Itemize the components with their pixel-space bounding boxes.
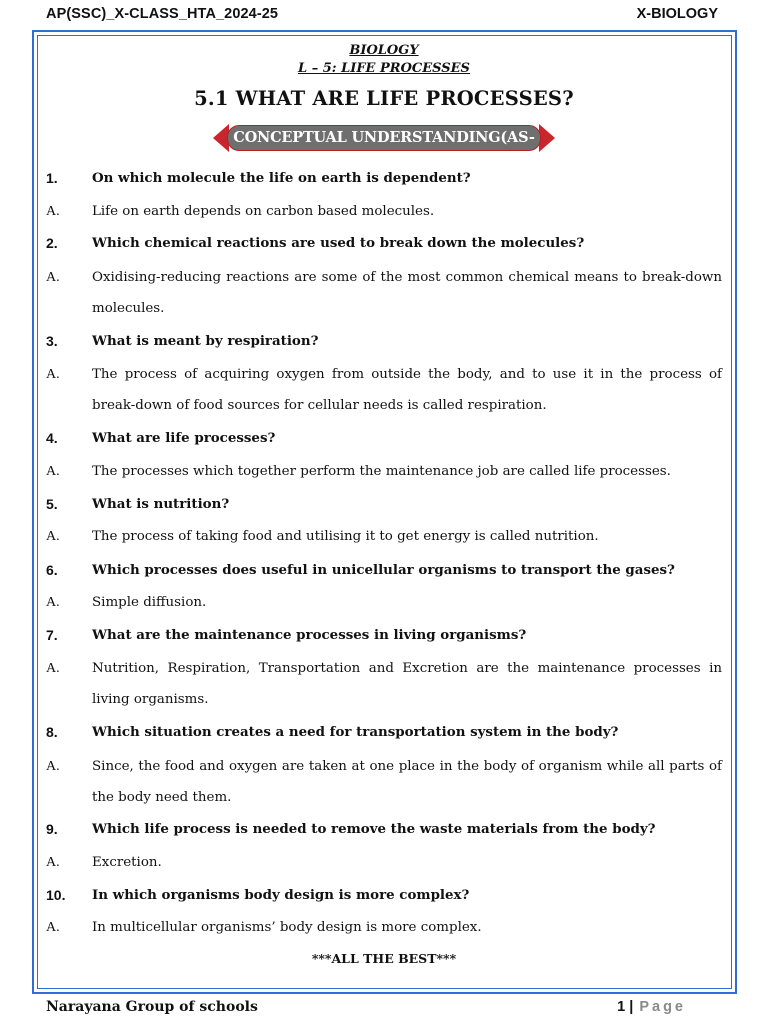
section-title: 5.1 WHAT ARE LIFE PROCESSES? (194, 87, 574, 110)
answer-label: A. (46, 529, 60, 544)
question-text: Which situation creates a need for transportation system in the body? (92, 724, 619, 740)
subject-heading: BIOLOGY (349, 43, 419, 58)
question-number: 5. (46, 496, 58, 512)
answer-label: A. (46, 204, 60, 219)
answer-label: A. (46, 759, 60, 774)
question-number: 8. (46, 724, 58, 740)
answer-text: The process of taking food and utilising it to get energy is called nutrition. (92, 529, 599, 544)
question-text: In which organisms body design is more complex? (92, 887, 470, 903)
answer-text: Excretion. (92, 855, 162, 870)
section-banner (213, 124, 555, 169)
question-text: What is meant by respiration? (92, 333, 319, 349)
header-subject: X-BIOLOGY (636, 6, 718, 22)
page-label: Page (639, 999, 686, 1015)
answer-text: Oxidising-reducing reactions are some of the most common chemical means to break-down molecules. (92, 270, 722, 316)
answer-text: The process of acquiring oxygen from outside the body, and to use it in the process of break-down of food sources for cellular needs is called respiration. (92, 367, 722, 413)
question-number: 6. (46, 562, 58, 578)
page-separator: | (629, 999, 634, 1015)
answer-text: In multicellular organisms’ body design is more complex. (92, 920, 482, 935)
question-text: Which processes does useful in unicellular organisms to transport the gases? (92, 562, 675, 578)
answer-text: Simple diffusion. (92, 595, 207, 610)
footer-school-name: Narayana Group of schools (46, 999, 258, 1015)
answer-label: A. (46, 661, 60, 676)
answer-text: Life on earth depends on carbon based molecules. (92, 204, 435, 219)
question-text: Which life process is needed to remove the waste materials from the body? (92, 821, 656, 837)
question-number: 1. (46, 170, 58, 186)
question-text: What are the maintenance processes in living organisms? (92, 627, 527, 643)
answer-label: A. (46, 855, 60, 870)
question-number: 9. (46, 821, 58, 837)
page-header (0, 0, 768, 30)
question-text: What is nutrition? (92, 496, 230, 512)
banner-label: CONCEPTUAL UNDERSTANDING(AS-1) (227, 125, 541, 151)
page-number: 1 (617, 999, 626, 1015)
question-number: 3. (46, 333, 58, 349)
question-number: 2. (46, 235, 58, 251)
header-course-code: AP(SSC)_X-CLASS_HTA_2024-25 (46, 6, 279, 22)
answer-text: Since, the food and oxygen are taken at one place in the body of organism while all parts of the body need them. (92, 759, 722, 805)
answer-label: A. (46, 367, 60, 382)
answer-label: A. (46, 595, 60, 610)
lesson-heading: L – 5: LIFE PROCESSES (298, 61, 470, 76)
answer-text: The processes which together perform the maintenance job are called life processes. (92, 464, 671, 479)
question-number: 7. (46, 627, 58, 643)
closing-note: ***ALL THE BEST*** (311, 951, 457, 966)
question-number: 10. (46, 887, 66, 903)
answer-label: A. (46, 270, 60, 285)
answer-text: Nutrition, Respiration, Transportation and Excretion are the maintenance processes in living organisms. (92, 661, 722, 707)
banner-right-arrow (539, 124, 555, 152)
question-text: On which molecule the life on earth is dependent? (92, 170, 471, 186)
question-text: Which chemical reactions are used to break down the molecules? (92, 235, 585, 251)
footer-page-indicator (617, 999, 686, 1015)
question-number: 4. (46, 430, 58, 446)
answer-label: A. (46, 464, 60, 479)
question-text: What are life processes? (92, 430, 276, 446)
answer-label: A. (46, 920, 60, 935)
